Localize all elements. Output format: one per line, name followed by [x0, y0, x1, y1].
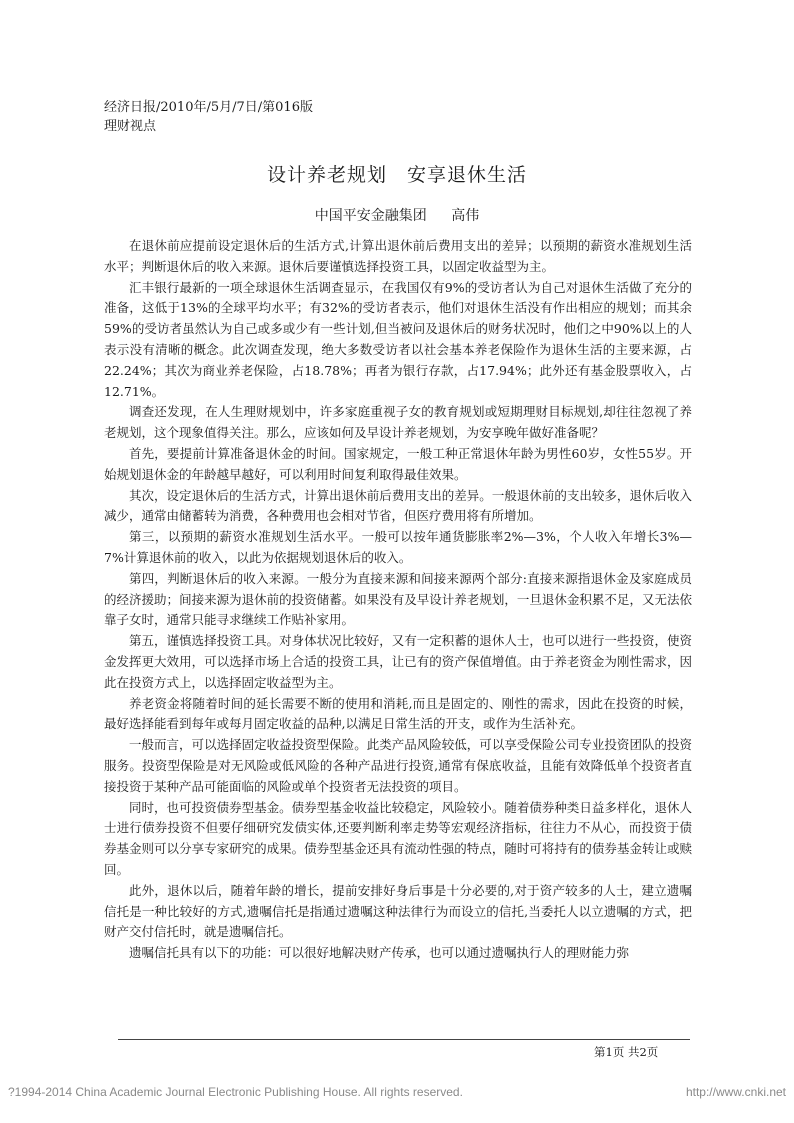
paragraph: 第三，以预期的薪资水准规划生活水平。一般可以按年通货膨胀率2%—3%，个人收入年增长3%—7%计算退休前的收入，以此为依据规划退休后的收入。: [104, 529, 692, 565]
paragraph: 此外，退休以后，随着年龄的增长，提前安排好身后事是十分必要的,对于资产较多的人士，建立遗嘱信托是一种比较好的方式,遗嘱信托是指通过遗嘱这种法律行为而设立的信托,当委托人以立遗嘱的方式，把财产交付信托时，就是遗嘱信托。: [104, 882, 692, 940]
website-link[interactable]: http://www.cnki.net: [685, 1085, 786, 1099]
paragraph: 在退休前应提前设定退休后的生活方式,计算出退休前后费用支出的差异；以预期的薪资水准规划生活水平；判断退休后的收入来源。退休后要谨慎选择投资工具，以固定收益型为主。: [104, 238, 692, 274]
paragraph: 同时，也可投资债券型基金。债券型基金收益比较稳定，风险较小。随着债券种类日益多样化，退休人士进行债券投资不但要仔细研究发债实体,还要判断利率走势等宏观经济指标，往往力不从心，而投资于债券基金则可以分享专家研究的成果。债券型基金还具有流动性强的特点，随时可将持有的债券基金转让或赎回。: [104, 799, 692, 877]
paragraph: 汇丰银行最新的一项全球退休生活调查显示，在我国仅有9%的受访者认为自己对退休生活做了充分的准备，这低于13%的全球平均水平；有32%的受访者表示，他们对退休生活没有作出相应的规划；而其余59%的受访者虽然认为自己或多或少有一些计划,但当被问及退休后的财务状况时，他们之中90%以上的人表示没有清晰的概念。此次调查发现，绝大多数受访者以社会基本养老保险作为退休生活的主要来源，占22.24%；其次为商业养老保险，占18.78%；再者为银行存款，占17.94%；此外还有基金股票收入，占12.71%。: [104, 279, 692, 399]
section-name: 理财视点: [104, 119, 157, 134]
source-info: [104, 98, 313, 136]
article-title: 设计养老规划 安享退休生活: [266, 164, 527, 186]
copyright-text: ?1994-2014 China Academic Journal Electronic Publishing House. All rights reserved.: [8, 1085, 463, 1099]
author-organization: 中国平安金融集团: [314, 208, 427, 224]
paragraph: 其次，设定退休后的生活方式，计算出退休前后费用支出的差异。一般退休前的支出较多，退休后收入减少，通常由储蓄转为消费，各种费用也会相对节省，但医疗费用将有所增加。: [104, 487, 692, 524]
paragraph: 调查还发现，在人生理财规划中，许多家庭重视子女的教育规划或短期理财目标规划,却往往忽视了养老规划，这个现象值得关注。那么，应该如何及早设计养老规划，为安享晚年做好准备呢？: [104, 404, 692, 441]
author-line: [0, 205, 794, 225]
paragraph: 首先，要提前计算准备退休金的时间。国家规定，一般工种正常退休年龄为男性60岁，女性55岁。开始规划退休金的年龄越早越好，可以利用时间复利取得最佳效果。: [104, 445, 692, 482]
copyright-bar: [0, 1085, 794, 1099]
paragraph: 遗嘱信托具有以下的功能：可以很好地解决财产传承，也可以通过遗嘱执行人的理财能力弥: [129, 945, 630, 961]
paragraph: 第四，判断退休后的收入来源。一般分为直接来源和间接来源两个部分:直接来源指退休金及家庭成员的经济援助；间接来源为退休前的投资储蓄。如果没有及早设计养老规划，一旦退休金积累不足，又无法依靠子女时，通常只能寻求继续工作贴补家用。: [104, 570, 692, 628]
paragraph: 第五，谨慎选择投资工具。对身体状况比较好，又有一定积蓄的退休人士，也可以进行一些投资，使资金发挥更大效用，可以选择市场上合适的投资工具，让已有的资产保值增值。由于养老资金为刚性需求，因此在投资方式上，以选择固定收益型为主。: [104, 633, 692, 690]
footer-divider: [118, 1039, 690, 1040]
paragraph: 养老资金将随着时间的延长需要不断的使用和消耗,而且是固定的、刚性的需求，因此在投资的时候，最好选择能看到每年或每月固定收益的品种,以满足日常生活的开支，或作为生活补充。: [104, 695, 692, 732]
paragraph: 一般而言，可以选择固定收益投资型保险。此类产品风险较低，可以享受保险公司专业投资团队的投资服务。投资型保险是对无风险或低风险的各种产品进行投资,通常有保底收益，且能有效降低单个投资者直接投资于某种产品可能面临的风险或单个投资者无法投资的项目。: [104, 737, 692, 794]
page-indicator: 第1页 共2页: [594, 1045, 659, 1059]
article-body: [104, 236, 692, 964]
source-line: 经济日报/2010年/5月/7日/第016版: [104, 100, 313, 115]
author-name: 高伟: [451, 208, 480, 224]
